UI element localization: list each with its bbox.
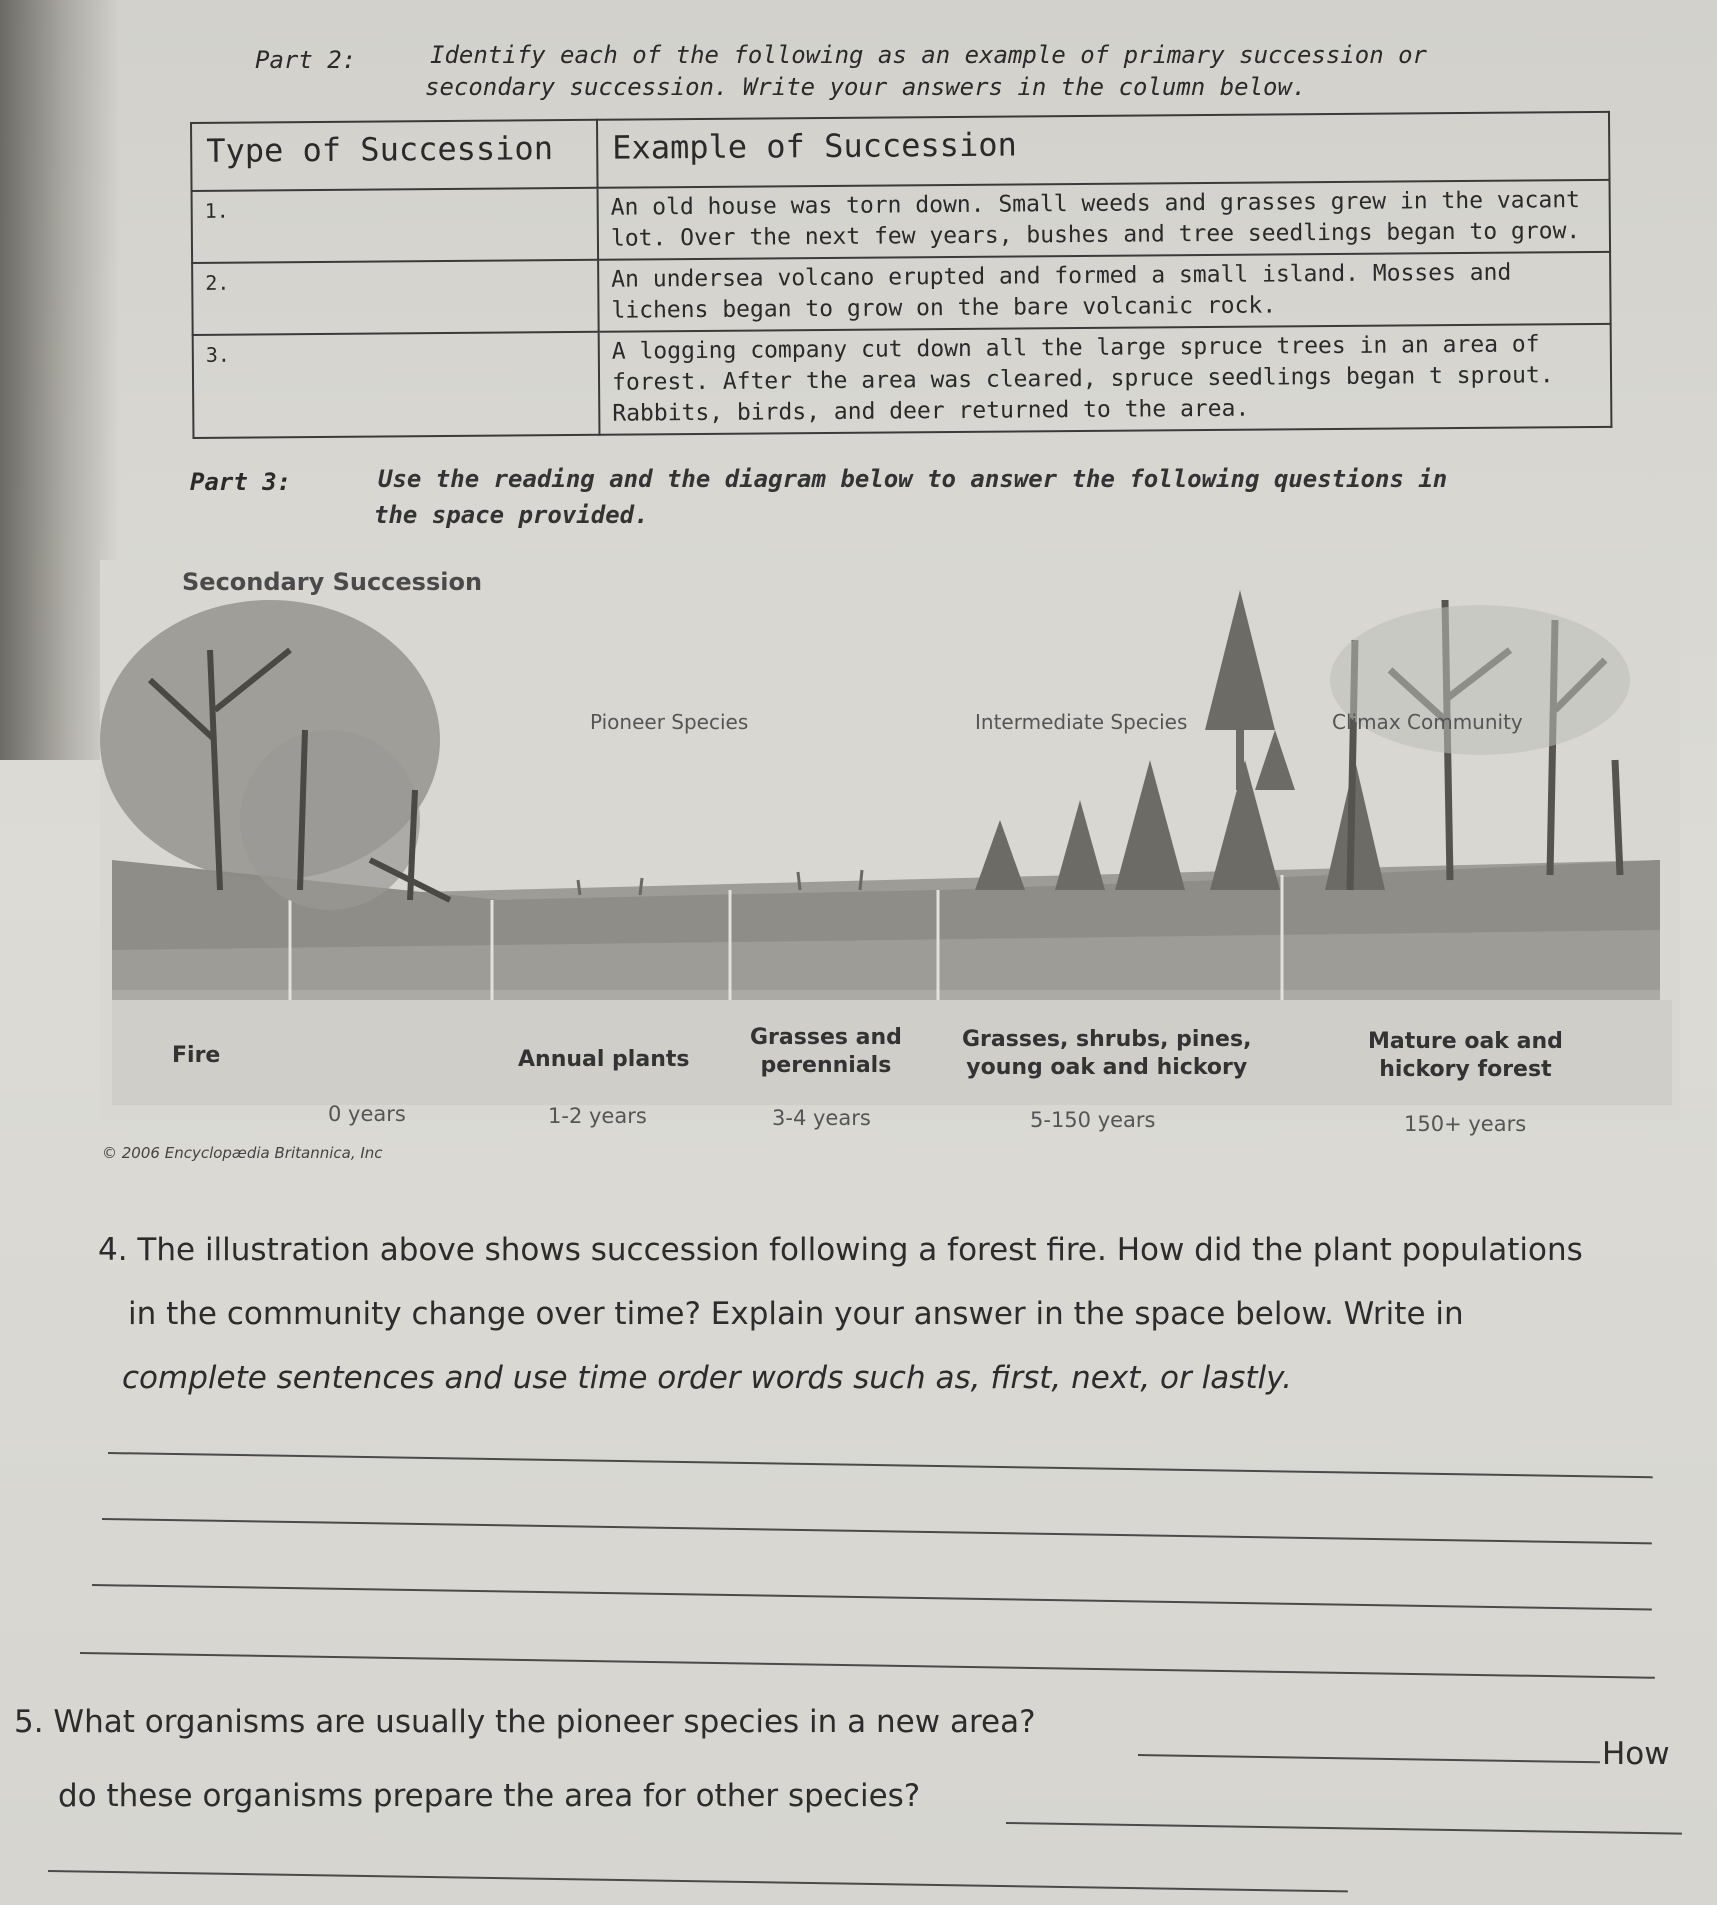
year-0: 0 years bbox=[328, 1102, 406, 1126]
question-5-line1: 5. What organisms are usually the pioneer species in a new area? bbox=[14, 1704, 1036, 1740]
table-row bbox=[192, 252, 1611, 335]
row-example: An undersea volcano erupted and formed a small island. Mosses and lichens began to grow on the bare volcanic rock. bbox=[598, 252, 1611, 332]
header-type: Type of Succession bbox=[191, 120, 598, 191]
answer-line-5b[interactable] bbox=[1006, 1822, 1682, 1835]
heading-climax: Climax Community bbox=[1332, 710, 1523, 734]
question-5-how: How bbox=[1602, 1736, 1670, 1772]
answer-line-4[interactable] bbox=[80, 1652, 1655, 1679]
year-1-2: 1-2 years bbox=[548, 1104, 647, 1128]
part2-label: Part 2: bbox=[255, 46, 357, 74]
answer-line-1[interactable] bbox=[108, 1452, 1653, 1478]
succession-table bbox=[190, 111, 1612, 439]
diagram-title: Secondary Succession bbox=[182, 568, 483, 596]
part2-instruction-line2: secondary succession. Write your answers in the column below. bbox=[425, 73, 1307, 101]
table-row bbox=[193, 324, 1612, 438]
part3-instruction-line2: the space provided. bbox=[374, 501, 649, 529]
question-4-line3: complete sentences and use time order words such as, first, next, or lastly. bbox=[122, 1360, 1292, 1396]
answer-line-2[interactable] bbox=[102, 1518, 1652, 1544]
row-example: A logging company cut down all the large spruce trees in an area of forest. After the area was cleared, spruce seedlings began t sprout. Rabbits, birds, and deer returned to the area. bbox=[599, 324, 1612, 435]
part3-label: Part 3: bbox=[190, 468, 292, 496]
stage-grasses-perennials: Grasses and perennials bbox=[750, 1025, 902, 1078]
row-number[interactable]: 3. bbox=[193, 332, 600, 438]
answer-line-5c[interactable] bbox=[48, 1870, 1348, 1892]
row-number[interactable]: 2. bbox=[192, 260, 599, 335]
question-4-line1: 4. The illustration above shows succession following a forest fire. How did the plant populations bbox=[98, 1232, 1583, 1268]
copyright-notice: © 2006 Encyclopædia Britannica, Inc bbox=[102, 1144, 383, 1162]
heading-intermediate: Intermediate Species bbox=[975, 710, 1188, 734]
header-example: Example of Succession bbox=[597, 112, 1610, 188]
row-example: An old house was torn down. Small weeds and grasses grew in the vacant lot. Over the next few years, bushes and tree seedlings began to grow. bbox=[598, 180, 1611, 260]
stage-annual-plants: Annual plants bbox=[518, 1047, 690, 1072]
table-header-row bbox=[191, 112, 1609, 191]
stage-mature-forest: Mature oak and hickory forest bbox=[1368, 1029, 1563, 1082]
stage-shrubs-pines: Grasses, shrubs, pines, young oak and hickory bbox=[962, 1027, 1252, 1080]
succession-illustration bbox=[100, 560, 1680, 1180]
part2-instruction-line1: Identify each of the following as an example of primary succession or bbox=[430, 41, 1427, 69]
question-5-line2: do these organisms prepare the area for other species? bbox=[58, 1778, 921, 1814]
answer-line-3[interactable] bbox=[92, 1584, 1652, 1611]
part3-instruction-line1: Use the reading and the diagram below to answer the following questions in bbox=[378, 465, 1448, 493]
year-3-4: 3-4 years bbox=[772, 1106, 871, 1130]
stage-fire: Fire bbox=[172, 1043, 221, 1068]
row-number[interactable]: 1. bbox=[192, 188, 599, 263]
question-4-line2: in the community change over time? Explain your answer in the space below. Write in bbox=[128, 1296, 1464, 1332]
year-150-plus: 150+ years bbox=[1404, 1112, 1527, 1136]
heading-pioneer: Pioneer Species bbox=[590, 710, 749, 734]
answer-line-5a[interactable] bbox=[1138, 1754, 1600, 1763]
year-5-150: 5-150 years bbox=[1030, 1108, 1156, 1132]
succession-diagram bbox=[100, 560, 1680, 1180]
table-row bbox=[192, 180, 1611, 263]
